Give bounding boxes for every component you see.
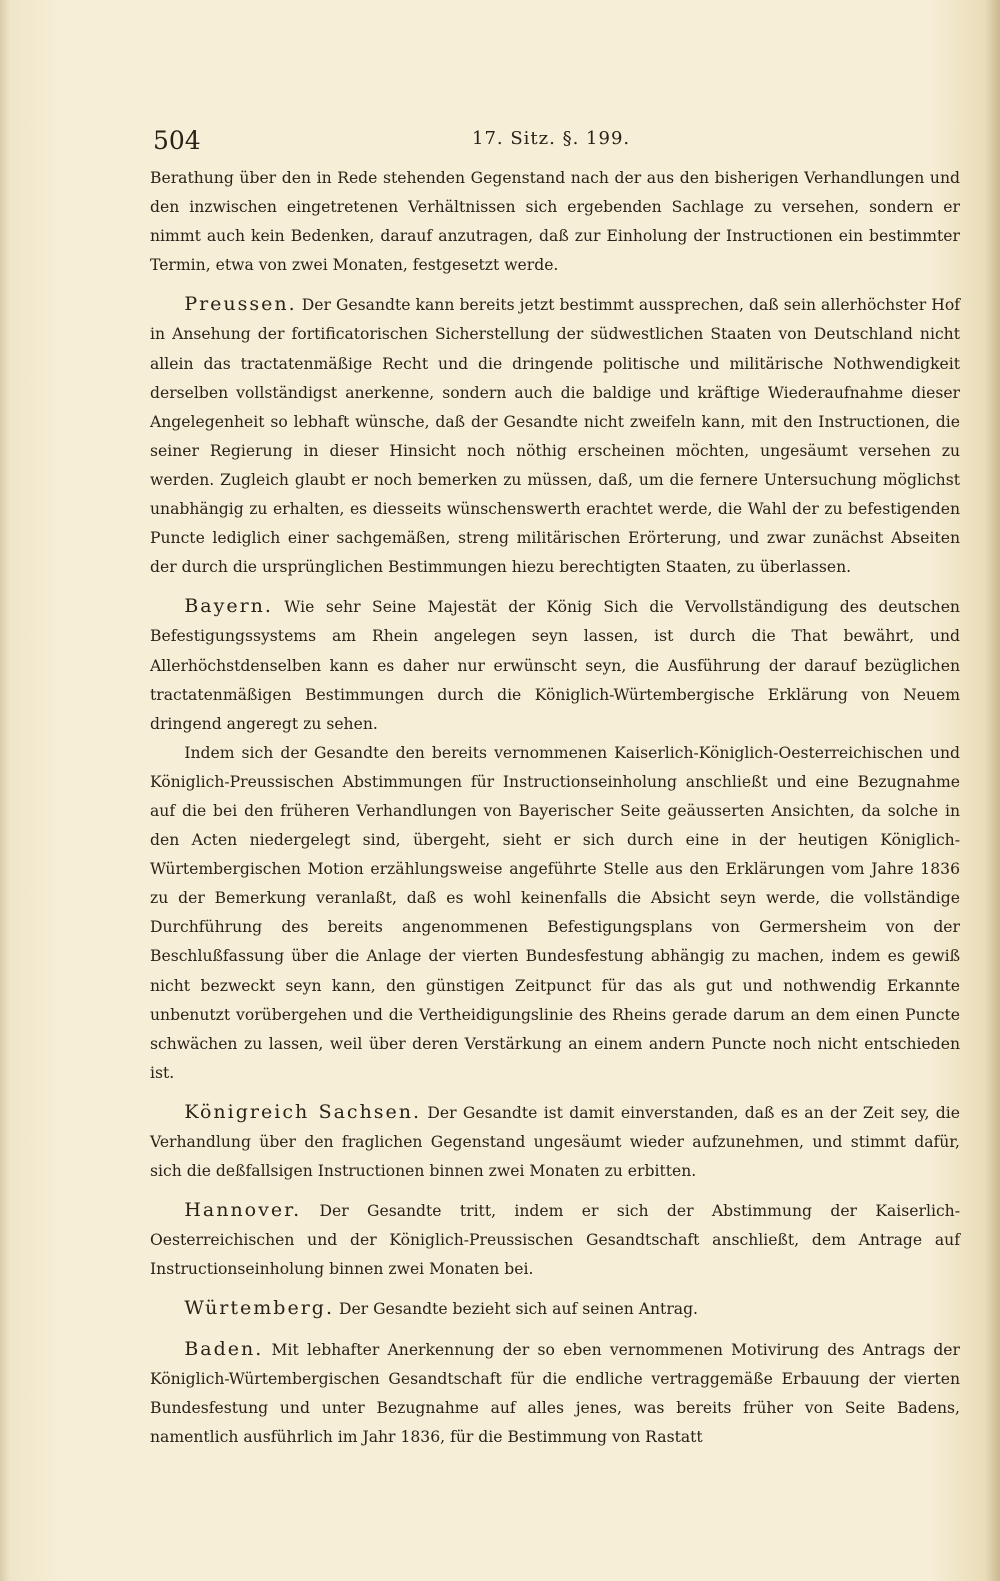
paragraph-bayern: Bayern. Wie sehr Seine Majestät der König Sich die Vervollständigung des deutschen Befestigungssystems am Rhein angelegen seyn lassen, ist durch die That bewährt, und Allerhöchstdenselben kann es daher nur erwünscht seyn, die Ausführung der darauf bezüglichen tractatenmäßigen Bestimmungen durch die Königlich-Würtembergische Erklärung von Neuem dringend angeregt zu sehen. <box>150 595 960 733</box>
state-heading: Baden. <box>184 1337 264 1360</box>
paragraph-wuertemberg: Würtemberg. Der Gesandte bezieht sich auf seinen Antrag. <box>184 1297 699 1320</box>
state-heading: Würtemberg. <box>184 1297 334 1320</box>
paragraph-bayern-continued: Indem sich der Gesandte den bereits vernommenen Kaiserlich-Königlich-Oesterreichischen und Königlich-Preussischen Abstimmungen für Instructionseinholung anschließt und eine Bezugnahme auf die bei den früheren Verhandlungen von Bayerischer Seite geäusserten Ansichten, da solche in den Acten niedergelegt sind, übergeht, sieht er sich durch eine in der heutigen Königlich-Würtembergischen Motion erzählungsweise angeführte Stelle aus den Erklärungen vom Jahre 1836 zu der Bemerkung veranlaßt, daß es wohl keinenfalls die Absicht seyn werde, die vollständige Durchführung des bereits angenommenen Befestigungsplans von Germersheim von der Beschlußfassung über die Anlage der vierten Bundesfestung abhängig zu machen, indem es gewiß nicht bezweckt seyn kann, den günstigen Zeitpunct für das als gut und nothwendig Erkannte unbenutzt vorübergehen und die Vertheidigungslinie des Rheins gerade darum an dem einen Puncte schwächen zu lassen, weil über deren Verstärkung an einem andern Puncte noch nicht entschieden ist. <box>150 743 960 1082</box>
paragraph-hannover: Hannover. Der Gesandte tritt, indem er sich der Abstimmung der Kaiserlich-Oesterreichischen und der Königlich-Preussischen Gesandtschaft anschließt, dem Antrage auf Instructionseinholung binnen zwei Monaten bei. <box>150 1199 960 1279</box>
state-heading: Preussen. <box>184 293 297 316</box>
page-number: 504 <box>153 126 201 155</box>
paragraph-preussen: Preussen. Der Gesandte kann bereits jetzt bestimmt aussprechen, daß sein allerhöchster Hof in Ansehung der fortificatorischen Sicherstellung der südwestlichen Staaten von Deutschland nicht allein das tractatenmäßige Recht und die dringende politische und militärische Nothwendigkeit derselben vollständigst anerkenne, sondern auch die baldige und kräftige Wiederaufnahme dieser Angelegenheit so lebhaft wünsche, daß der Gesandte nicht zweifeln kann, mit den Instructionen, die seiner Regierung in dieser Hinsicht noch nöthig erscheinen möchten, ungesäumt versehen zu werden. Zugleich glaubt er noch bemerken zu müssen, daß, um die fernere Untersuchung möglichst unabhängig zu erhalten, es diesseits wünschenswerth erachtet werde, die Wahl der zu befestigenden Puncte lediglich einer sachgemäßen, streng militärischen Erörterung, und zwar zunächst Abseiten der durch die ursprünglichen Bestimmungen hiezu berechtigten Staaten, zu überlassen. <box>150 293 960 577</box>
paragraph-continuation: Berathung über den in Rede stehenden Gegenstand nach der aus den bisherigen Verhandlungen und den inzwischen eingetretenen Verhältnissen sich ergebenden Sachlage zu versehen, sondern er nimmt auch kein Bedenken, darauf anzutragen, daß zur Einholung der Instructionen ein bestimmter Termin, etwa von zwei Monaten, festgesetzt werde. <box>150 169 960 275</box>
running-head: 17. Sitz. §. 199. <box>472 128 631 149</box>
page-header <box>150 124 960 164</box>
state-heading: Bayern. <box>184 595 273 618</box>
state-heading: Königreich Sachsen. <box>184 1100 422 1123</box>
paragraph-baden: Baden. Mit lebhafter Anerkennung der so eben vernommenen Motivirung des Antrags der Königlich-Würtembergischen Gesandtschaft für die endliche vertraggemäße Erbauung der vierten Bundesfestung und unter Bezugnahme auf alles jenes, was bereits früher von Seite Badens, namentlich ausführlich im Jahr 1836, für die Bestimmung von Rastatt <box>150 1337 960 1446</box>
state-heading: Hannover. <box>184 1199 302 1222</box>
page-body <box>150 124 960 1452</box>
paragraph-sachsen: Königreich Sachsen. Der Gesandte ist damit einverstanden, daß es an der Zeit sey, die Verhandlung über den fraglichen Gegenstand ungesäumt wieder aufzunehmen, und stimmt dafür, sich die deßfallsigen Instructionen binnen zwei Monaten zu erbitten. <box>150 1100 960 1181</box>
